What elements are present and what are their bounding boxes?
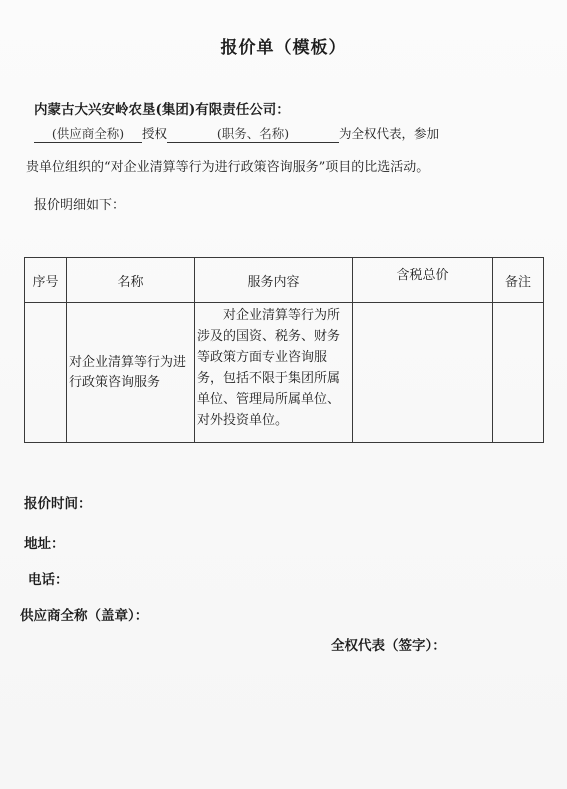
details-intro: 报价明细如下： bbox=[34, 198, 126, 213]
cell-no bbox=[25, 303, 67, 443]
position-name-blank: (职务、名称) bbox=[167, 124, 339, 143]
addressee: 内蒙古大兴安岭农垦(集团)有限责任公司： bbox=[34, 102, 290, 118]
cell-name: 对企业清算等行为进行政策咨询服务 bbox=[67, 303, 195, 443]
page-title: 报价单（模板） bbox=[220, 38, 347, 58]
quote-time-label: 报价时间： bbox=[24, 496, 92, 512]
quotation-table bbox=[24, 257, 544, 443]
table-header-row bbox=[25, 258, 544, 303]
address-label: 地址： bbox=[24, 536, 65, 552]
authorization-line bbox=[34, 124, 439, 143]
phone-label: 电话： bbox=[28, 572, 69, 588]
authorize-text: 授权 bbox=[142, 126, 168, 141]
header-total-price: 含税总价 bbox=[353, 258, 493, 303]
cell-content-text: 对企业清算等行为所涉及的国资、税务、财务等政策方面专业咨询服务，包括不限于集团所属单位、管理局所属单位、对外投资单位。 bbox=[197, 308, 341, 428]
header-name: 名称 bbox=[67, 258, 195, 303]
header-content: 服务内容 bbox=[195, 258, 353, 303]
header-note: 备注 bbox=[493, 258, 544, 303]
activity-line: 贵单位组织的“对企业清算等行为进行政策咨询服务”项目的比选活动。 bbox=[26, 160, 430, 175]
cell-note bbox=[493, 303, 544, 443]
header-no: 序号 bbox=[25, 258, 67, 303]
supplier-name-blank: (供应商全称) bbox=[34, 124, 142, 143]
cell-content bbox=[195, 303, 353, 443]
representative-text: 为全权代表，参加 bbox=[339, 126, 440, 141]
table-row bbox=[25, 303, 544, 443]
representative-sign-label: 全权代表（签字）： bbox=[331, 638, 446, 654]
cell-total-price bbox=[353, 303, 493, 443]
supplier-seal-label: 供应商全称（盖章）： bbox=[20, 608, 149, 624]
